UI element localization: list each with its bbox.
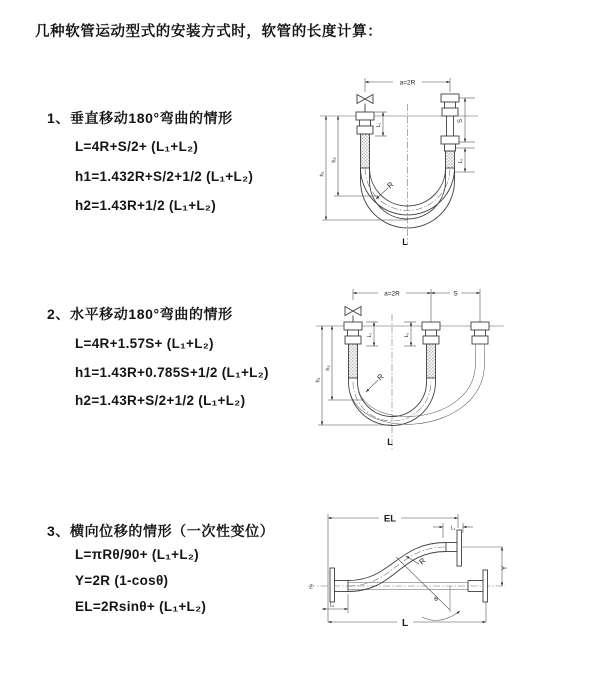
- d2-label-l: L: [387, 437, 393, 447]
- d3-dim-l1: L₁: [450, 525, 456, 532]
- section-3-formula-y: Y=2R (1-cosθ): [75, 573, 169, 588]
- d2-label-r: R: [375, 371, 386, 383]
- d3-dimensions: [322, 512, 509, 629]
- d1-label-l: L: [402, 237, 408, 247]
- d3-dim-el: EL: [383, 513, 397, 525]
- page-title: 几种软管运动型式的安装方式时，软管的长度计算：: [35, 24, 383, 40]
- section-3-heading: 3、横向位移的情形（一次性变位）: [47, 523, 275, 539]
- valve-icon: [345, 307, 361, 323]
- section-2-formula-h2: h2=1.43R+S/2+1/2 (L₁+L₂): [75, 393, 246, 408]
- section-2-heading: 2、水平移动180°弯曲的情形: [47, 306, 233, 322]
- d1-dim-l2: L₂: [458, 158, 464, 164]
- section-1-formula-l: L=4R+S/2+ (L₁+L₂): [75, 139, 199, 154]
- d3-label-r: R: [417, 555, 428, 567]
- d2-dim-a: a=2R: [384, 290, 400, 298]
- section-3-formula-l: L=πRθ/90+ (L₁+L₂): [75, 547, 199, 562]
- d2-dimensions: [316, 289, 481, 447]
- diagram-lateral-displacement: [300, 500, 590, 640]
- d1-dim-h1: h₁: [319, 171, 326, 177]
- valve-icon: [357, 95, 373, 113]
- diagram-horizontal-180-bend: [308, 278, 578, 468]
- d1-dim-l1: L₁: [376, 122, 382, 128]
- d2-dim-l2: L₂: [404, 332, 410, 338]
- d2-dim-l1: L₁: [367, 332, 373, 338]
- d2-dim-h1: h₁: [315, 377, 322, 383]
- section-1-formula-h1: h1=1.432R+S/2+1/2 (L₁+L₂): [75, 169, 254, 184]
- d1-dim-a: a=2R: [399, 79, 416, 87]
- section-2-formula-h1: h1=1.43R+0.785S+1/2 (L₁+L₂): [75, 365, 269, 380]
- section-3-formula-el: EL=2Rsinθ+ (L₁+L₂): [75, 599, 207, 614]
- diagram-vertical-180-bend: [308, 68, 578, 258]
- d3-hose-drawing: [330, 530, 503, 620]
- d3-dim-l: L: [401, 618, 409, 629]
- d1-dim-s: S: [458, 118, 464, 124]
- d3-label-theta: θ: [434, 596, 438, 603]
- section-2-formula-l: L=4R+1.57S+ (L₁+L₂): [75, 336, 214, 351]
- d2-dim-s: S: [453, 290, 458, 298]
- d1-label-r: R: [385, 179, 396, 191]
- d1-dim-h2: h₂: [331, 157, 338, 163]
- d3-label-z: Z: [309, 584, 313, 591]
- d2-hose-drawing: [344, 307, 489, 426]
- d2-dim-h2: h₂: [325, 365, 332, 371]
- section-1-heading: 1、垂直移动180°弯曲的情形: [47, 110, 233, 126]
- section-1-formula-h2: h2=1.43R+1/2 (L₁+L₂): [75, 198, 217, 213]
- d3-dim-l2: L₂: [329, 602, 335, 609]
- d3-dim-y: Y: [501, 565, 509, 571]
